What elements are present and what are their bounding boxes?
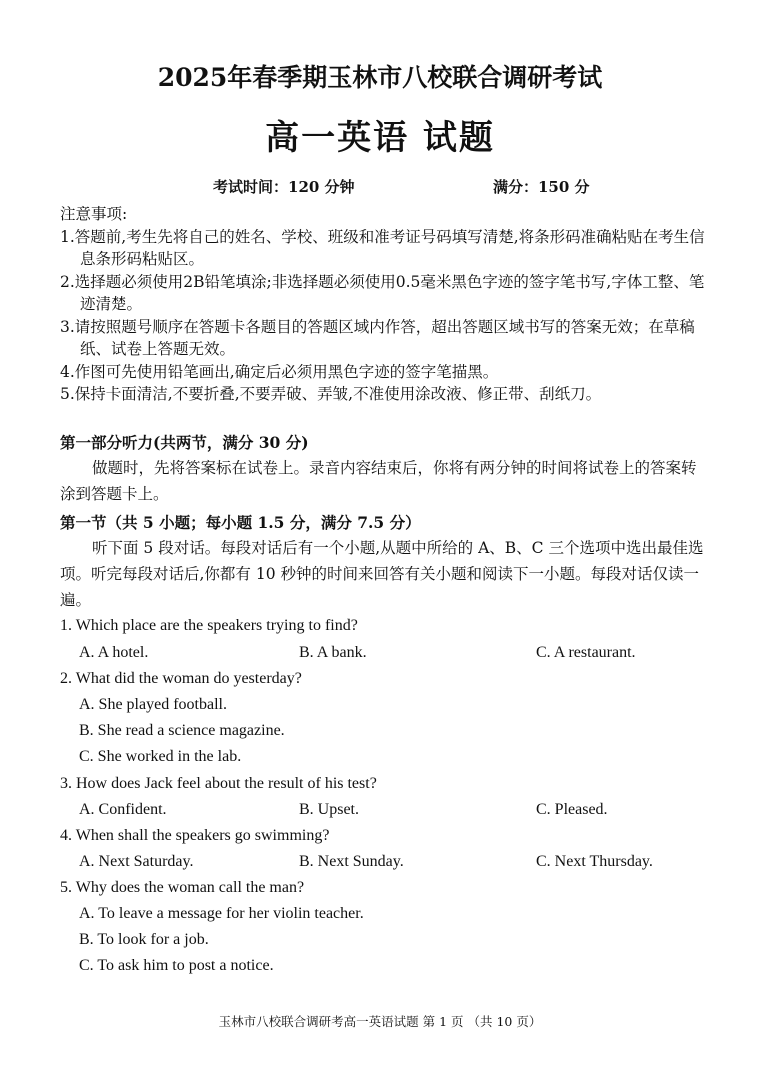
option-c: C. To ask him to post a notice.: [79, 957, 274, 974]
option-b: B. A bank.: [299, 644, 367, 661]
option-c: C. A restaurant.: [536, 644, 636, 661]
part1-section: [60, 431, 710, 507]
question-stem: 3. How does Jack feel about the result of his test?: [60, 775, 377, 792]
section1: [60, 511, 710, 613]
question-stem: 4. When shall the speakers go swimming?: [60, 827, 330, 844]
option-a: A. She played football.: [79, 696, 227, 713]
option-b: B. To look for a job.: [79, 931, 209, 948]
option-b: B. Next Sunday.: [299, 853, 404, 870]
question-stem: 5. Why does the woman call the man?: [60, 879, 305, 896]
option-a: A. A hotel.: [79, 644, 149, 661]
option-c: C. Next Thursday.: [536, 853, 653, 870]
option-b: B. Upset.: [299, 801, 359, 818]
question-stem: 1. Which place are the speakers trying to find?: [60, 617, 358, 634]
option-a: A. Next Saturday.: [79, 853, 194, 870]
part1-instruction: 做题时，先将答案标在试卷上。录音内容结束后，你将有两分钟的时间将试卷上的答案转涂到答题卡上。: [60, 459, 697, 503]
exam-subtitle: 高一英语 试题: [265, 118, 495, 158]
note-item: 5.保持卡面清洁,不要折叠,不要弄破、弄皱,不准使用涂改液、修正带、刮纸刀。: [60, 385, 602, 403]
page-footer: 玉林市八校联合调研考高一英语试题 第 1 页 （共 10 页）: [218, 1014, 542, 1029]
note-item: 3.请按照题号顺序在答题卡各题目的答题区域内作答，超出答题区域书写的答案无效；在草稿纸、试卷上答题无效。: [60, 317, 695, 358]
option-a: A. To leave a message for her violin teacher.: [79, 905, 364, 922]
note-item: 4.作图可先使用铅笔画出,确定后必须用黑色字迹的签字笔描黑。: [60, 362, 499, 381]
option-b: B. She read a science magazine.: [79, 722, 285, 739]
full-score: 满分：150 分: [493, 178, 590, 196]
option-a: A. Confident.: [79, 801, 167, 818]
option-c: C. She worked in the lab.: [79, 748, 242, 765]
exam-title: 2025年春季期玉林市八校联合调研考试: [157, 63, 603, 92]
question-stem: 2. What did the woman do yesterday?: [60, 670, 302, 687]
section1-heading: 第一节（共 5 小题；每小题 1.5 分，满分 7.5 分）: [60, 513, 421, 532]
notes-heading: 注意事项:: [60, 205, 128, 223]
note-item: 2.选择题必须使用2B铅笔填涂;非选择题必须使用0.5毫米黑色字迹的签字笔书写,字体工整、笔迹清楚。: [60, 272, 705, 313]
note-item: 1.答题前,考生先将自己的姓名、学校、班级和准考证号码填写清楚,将条形码准确粘贴在考生信息条形码粘贴区。: [60, 227, 705, 268]
exam-time: 考试时间：120 分钟: [213, 178, 355, 196]
section1-instruction: 听下面 5 段对话。每段对话后有一个小题,从题中所给的 A、B、C 三个选项中选出最佳选项。听完每段对话后,你都有 10 秒钟的时间来回答有关小题和阅读下一小题。每段对话仅读一遍。: [60, 539, 704, 609]
notes-section: [60, 203, 710, 406]
part1-heading: 第一部分听力(共两节，满分 30 分): [60, 433, 309, 452]
option-c: C. Pleased.: [536, 801, 608, 818]
